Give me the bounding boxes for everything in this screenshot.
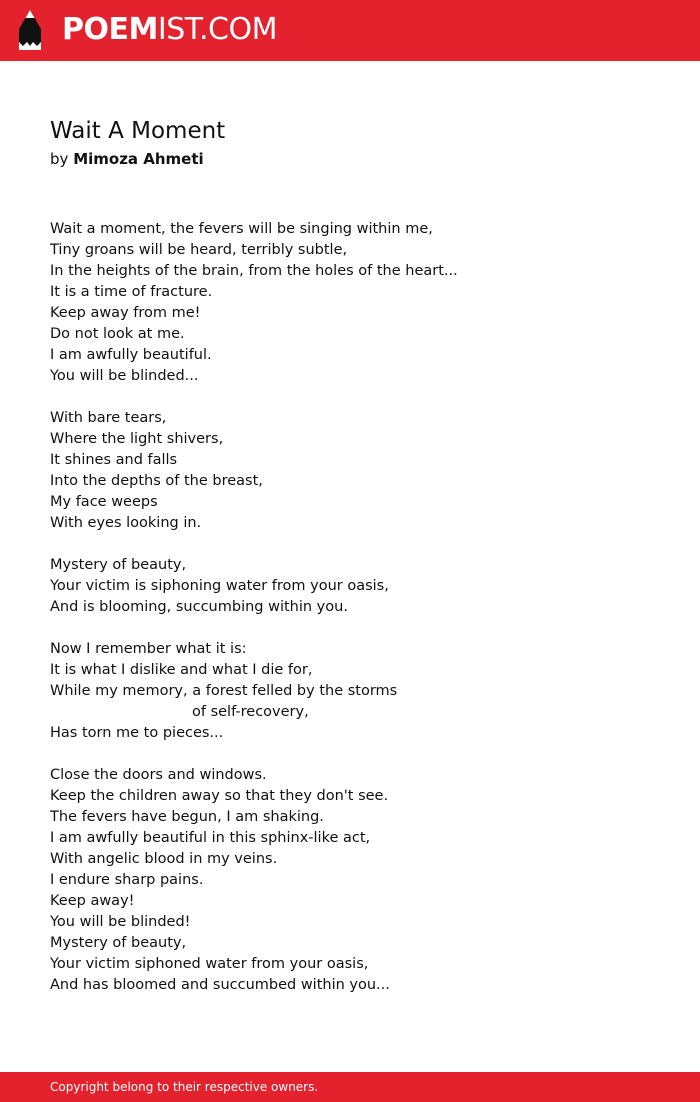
poem-line: It shines and falls [50,452,178,468]
stanza-break [50,387,650,408]
poem-line: Your victim is siphoning water from your oasis, [50,578,389,594]
poem-line: You will be blinded... [50,368,199,384]
poem-line: Your victim siphoned water from your oasis, [50,956,369,972]
poem-line: It is what I dislike and what I die for, [50,662,313,678]
logo-light-text: IST.COM [157,12,277,47]
poem-line: With angelic blood in my veins. [50,851,278,867]
poem-line: The fevers have begun, I am shaking. [50,809,324,825]
poem-line: I am awfully beautiful. [50,347,212,363]
poem-line: You will be blinded! [50,914,191,930]
poem-line: Now I remember what it is: [50,641,247,657]
poem-line: With bare tears, [50,410,167,426]
poem-line: Has torn me to pieces... [50,725,224,741]
poem-line: I am awfully beautiful in this sphinx-like act, [50,830,371,846]
byline [50,148,204,170]
poem-line: While my memory, a forest felled by the storms [50,683,398,699]
poem-line: I endure sharp pains. [50,872,204,888]
site-footer [0,1072,700,1102]
poem-line: Mystery of beauty, [50,935,187,951]
poem-body [50,219,650,996]
logo-bold-text: POEM [62,12,158,47]
author-name: Mimoza Ahmeti [73,150,204,168]
poem-line: And is blooming, succumbing within you. [50,599,348,615]
poem-line: Where the light shivers, [50,431,224,447]
poem-line: Do not look at me. [50,326,185,342]
poem-line: Into the depths of the breast, [50,473,263,489]
poem-line: Wait a moment, the fevers will be singing within me, [50,221,433,237]
by-label: by [50,150,69,168]
poem-line-indented: of self-recovery, [192,704,309,720]
poem-line: Mystery of beauty, [50,557,187,573]
stanza-break [50,744,650,765]
poem-line: With eyes looking in. [50,515,202,531]
poem-line: Keep the children away so that they don't see. [50,788,389,804]
poem-line: My face weeps [50,494,158,510]
poem-line: It is a time of fracture. [50,284,213,300]
pencil-tip-icon [18,9,42,51]
stanza-break [50,618,650,639]
site-logo[interactable] [62,12,277,48]
poem-line: In the heights of the brain, from the holes of the heart... [50,263,458,279]
poem-title: Wait A Moment [50,118,226,144]
site-header [0,0,700,61]
poem-line: Keep away from me! [50,305,201,321]
copyright-notice: Copyright belong to their respective owners. [50,1080,319,1094]
poem-line: Keep away! [50,893,135,909]
poem-line: Close the doors and windows. [50,767,267,783]
poem-line: Tiny groans will be heard, terribly subtle, [50,242,348,258]
poem-line: And has bloomed and succumbed within you... [50,977,390,993]
stanza-break [50,534,650,555]
